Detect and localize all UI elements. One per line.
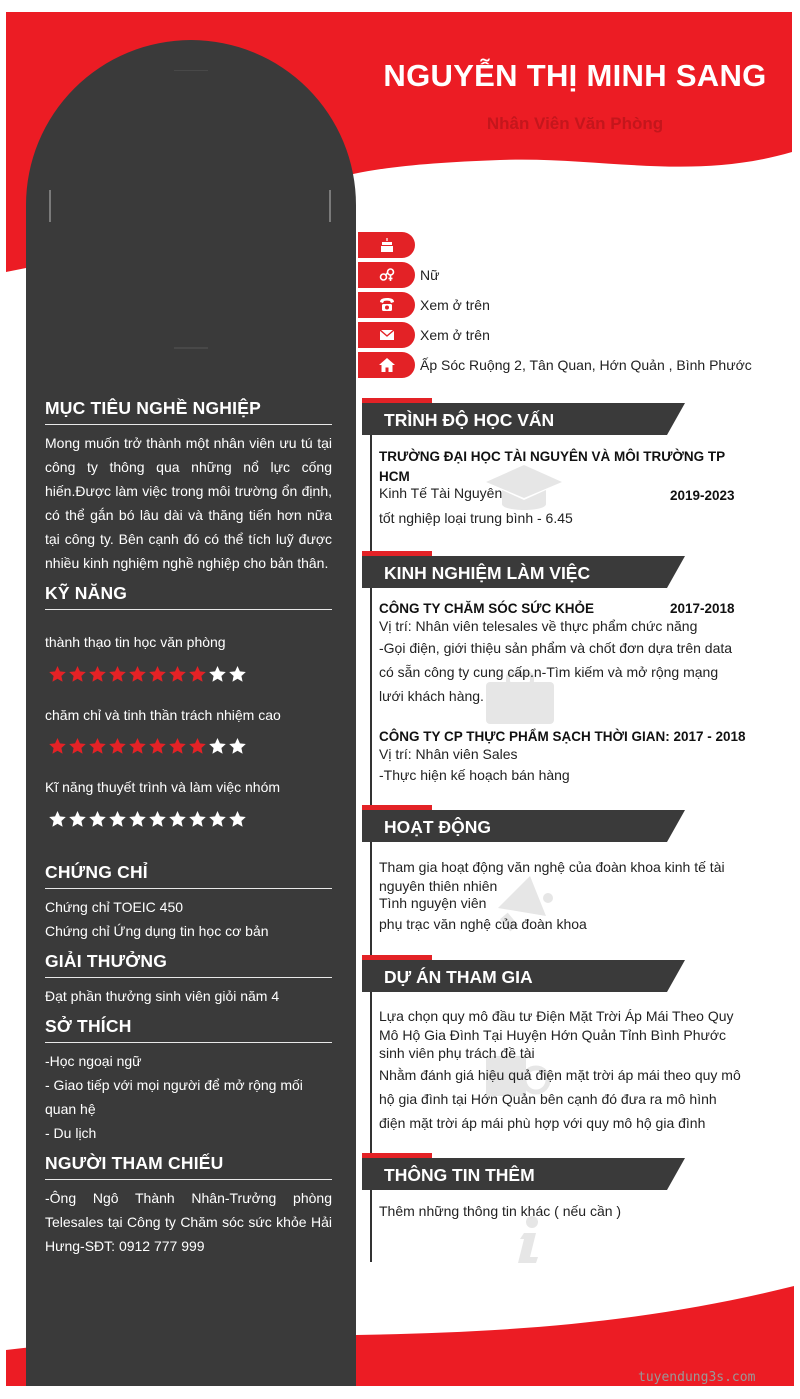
star-filled-icon [188,737,207,756]
star-empty-icon [68,810,87,829]
star-empty-icon [188,810,207,829]
contact-gender [358,262,798,288]
job-position: Vị trí: Nhân viên Sales [379,746,518,762]
education-result: tốt nghiệp loại trung bình - 6.45 [379,510,573,526]
star-filled-icon [108,665,127,684]
hobbies-title: SỞ THÍCH [45,1016,332,1043]
star-filled-icon [68,665,87,684]
job-description: -Thực hiện kế hoạch bán hàng [379,767,570,783]
objective-text: Mong muốn trở thành một nhân viên ưu tú tại công ty thông qua những nổ lực cống hiến.Được làm việc trong môi trường ổn định, có thể gắn bó lâu dài và thăng tiến hơn nữa tại công ty. Bên cạnh đó có thể tích luỹ được nhiều kinh nghiệm nghề nghiệp cho bản thân. [45,435,332,571]
activity-line: Tình nguyện viên [379,895,487,911]
awards-title: GIẢI THƯỞNG [45,951,332,978]
star-empty-icon [48,810,67,829]
projects-title: DỰ ÁN THAM GIA [384,967,533,987]
job-description: -Gọi điện, giới thiệu sản phẩm và chốt đơn dựa trên data có sẵn công ty cung cấp.n-Tìm kiếm và mở rộng mạng lưới khách hàng. [379,640,733,704]
experience-header [362,551,687,597]
star-filled-icon [188,665,207,684]
hobby-item: - Du lịch [45,1125,97,1141]
job-company: CÔNG TY CHĂM SÓC SỨC KHỎE [379,601,594,616]
activities-title: HOẠT ĐỘNG [384,817,491,837]
references-text: -Ông Ngô Thành Nhân-Trưởng phòng Telesales tại Công ty Chăm sóc sức khỏe Hải Hưng-SĐT: 0912 777 999 [45,1190,332,1254]
star-filled-icon [128,665,147,684]
education-school: TRƯỜNG ĐẠI HỌC TÀI NGUYÊN VÀ MÔI TRƯỜNG TP HCM [379,449,725,484]
star-filled-icon [148,665,167,684]
job-company: CÔNG TY CP THỰC PHẨM SẠCH THỜI GIAN: 2017 - 2018 [379,729,746,744]
job-period: 2017-2018 [670,601,735,616]
skill-rating [48,665,335,685]
watermark: tuyendung3s.com [638,1370,756,1385]
references-section [45,1153,332,1258]
job-title: Nhân Viên Văn Phòng [486,114,664,133]
education-major: Kinh Tế Tài Nguyên [379,485,503,501]
projects-header [362,955,687,1001]
education-title: TRÌNH ĐỘ HỌC VẤN [384,410,555,430]
contact-birthday [358,232,798,258]
email-value: Xem ở trên [420,327,490,343]
star-filled-icon [148,737,167,756]
project-description: Nhằm đánh giá hiệu quả điện mặt trời áp mái theo quy mô hộ gia đình tại Hớn Quản bên cạnh đó đưa ra mô hình điện mặt trời áp mái phù hợp với quy mô hộ gia đình [379,1067,741,1131]
star-filled-icon [88,665,107,684]
hobby-item: -Học ngoại ngữ [45,1053,142,1069]
award-item: Đạt phần thưởng sinh viên giỏi năm 4 [45,988,280,1004]
activity-line: Tham gia hoạt động văn nghệ của đoàn khoa kinh tế tài nguyên thiên nhiên [379,859,725,894]
certificate-item: Chứng chỉ Ứng dụng tin học cơ bản [45,923,269,939]
star-empty-icon [148,810,167,829]
certificates-section [45,862,332,943]
gender-icon [358,262,415,288]
skills-title: KỸ NĂNG [45,583,332,610]
project-name: Lựa chọn quy mô đầu tư Điện Mặt Trời Áp Mái Theo Quy Mô Hộ Gia Đình Tại Huyện Hớn Quản Tỉnh Bình Phước [379,1008,734,1043]
activities-header [362,805,687,851]
certificate-item: Chứng chỉ TOEIC 450 [45,899,184,915]
star-empty-icon [228,737,247,756]
star-empty-icon [208,737,227,756]
skill-rating [48,810,335,830]
star-filled-icon [168,665,187,684]
hobbies-section [45,1016,332,1145]
star-empty-icon [168,810,187,829]
hobby-item: - Giao tiếp với mọi người để mở rộng mối quan hệ [45,1077,303,1117]
contact-email [358,322,798,348]
experience-title: KINH NGHIỆM LÀM VIỆC [384,563,591,583]
phone-icon [358,292,415,318]
star-filled-icon [68,737,87,756]
star-filled-icon [128,737,147,756]
star-filled-icon [88,737,107,756]
contact-phone [358,292,798,318]
project-role: sinh viên phụ trách đề tài [379,1045,535,1061]
star-empty-icon [208,810,227,829]
more-info-header [362,1153,687,1199]
contact-address [358,352,798,378]
star-filled-icon [108,737,127,756]
star-empty-icon [228,810,247,829]
job-position: Vị trí: Nhân viên telesales về thực phẩm chức năng [379,618,698,634]
certificates-title: CHỨNG CHỈ [45,862,332,889]
objective-section [45,398,332,575]
education-header [362,398,687,444]
avatar [48,70,332,350]
references-title: NGƯỜI THAM CHIẾU [45,1153,332,1180]
home-icon [358,352,415,378]
star-empty-icon [108,810,127,829]
awards-section [45,951,332,1008]
star-filled-icon [168,737,187,756]
candidate-name: NGUYỄN THỊ MINH SANG [383,58,767,93]
star-empty-icon [208,665,227,684]
gender-value: Nữ [420,267,440,283]
objective-title: MỤC TIÊU NGHỀ NGHIỆP [45,398,332,425]
more-info-title: THÔNG TIN THÊM [384,1165,535,1185]
skill-rating [48,737,335,757]
star-filled-icon [48,737,67,756]
more-info-text: Thêm những thông tin khác ( nếu cần ) [379,1203,622,1219]
address-value: Ấp Sóc Ruộng 2, Tân Quan, Hớn Quản , Bình Phước [420,357,752,373]
star-filled-icon [48,665,67,684]
cake-icon [358,232,415,258]
phone-value: Xem ở trên [420,297,490,313]
skill-label: Kĩ năng thuyết trình và làm việc nhóm [45,779,281,795]
star-empty-icon [128,810,147,829]
star-empty-icon [228,665,247,684]
skill-label: chăm chỉ và tinh thần trách nhiệm cao [45,707,281,723]
skill-label: thành thạo tin học văn phòng [45,634,226,650]
info-icon [510,1215,546,1270]
star-empty-icon [88,810,107,829]
education-period: 2019-2023 [670,488,735,503]
skills-section [45,583,332,610]
activity-line: phụ trạc văn nghệ của đoàn khoa [379,916,587,932]
email-icon [358,322,415,348]
